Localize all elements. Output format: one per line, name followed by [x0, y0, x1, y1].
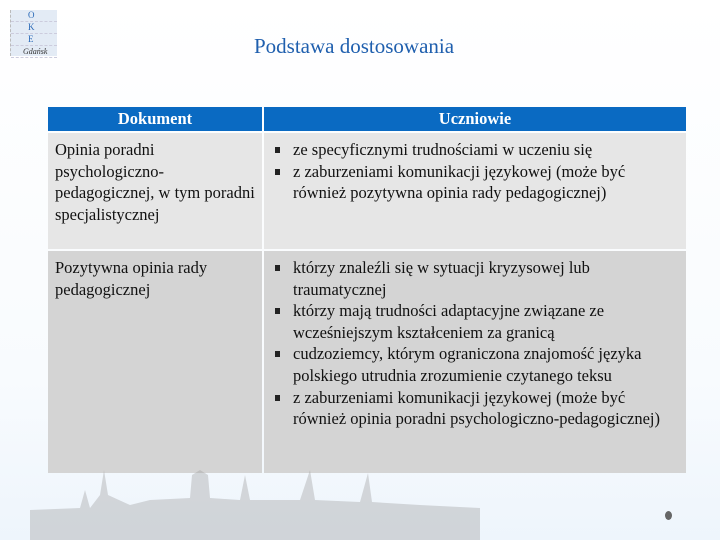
list-item: którzy znaleźli się w sytuacji kryzysowej lub traumatycznej [293, 257, 679, 300]
students-cell [264, 251, 686, 473]
city-skyline-image [0, 470, 500, 540]
document-cell: Pozytywna opinia rady pedagogicznej [48, 251, 262, 473]
logo-letter: E [11, 34, 57, 46]
slide-title: Podstawa dostosowania [254, 34, 455, 58]
list-item: cudzoziemcy, którym ograniczona znajomość języka polskiego utrudnia zrozumienie czytanego teksu [293, 343, 679, 386]
oke-logo [10, 10, 57, 56]
logo-letter: O [11, 10, 57, 22]
list-item: ze specyficznymi trudnościami w uczeniu się [293, 139, 679, 161]
bullet-dot-icon [665, 511, 672, 520]
logo-letter: K [11, 22, 57, 34]
document-cell: Opinia poradni psychologiczno-pedagogicznej, w tym poradni specjalistycznej [48, 133, 262, 249]
list-item: którzy mają trudności adaptacyjne związane ze wcześniejszym kształceniem za granicą [293, 300, 679, 343]
adaptation-table [46, 105, 688, 475]
list-item: z zaburzeniami komunikacji językowej (może być również pozytywna opinia rady pedagogicznej) [293, 161, 679, 204]
header-document: Dokument [48, 107, 262, 131]
table-row [48, 251, 686, 473]
logo-city: Gdańsk [11, 46, 57, 58]
list-item: z zaburzeniami komunikacji językowej (może być również opinia poradni psychologiczno-pedagogicznej) [293, 387, 679, 430]
table-header-row [48, 107, 686, 131]
header-students: Uczniowie [264, 107, 686, 131]
table-row [48, 133, 686, 249]
students-cell [264, 133, 686, 249]
